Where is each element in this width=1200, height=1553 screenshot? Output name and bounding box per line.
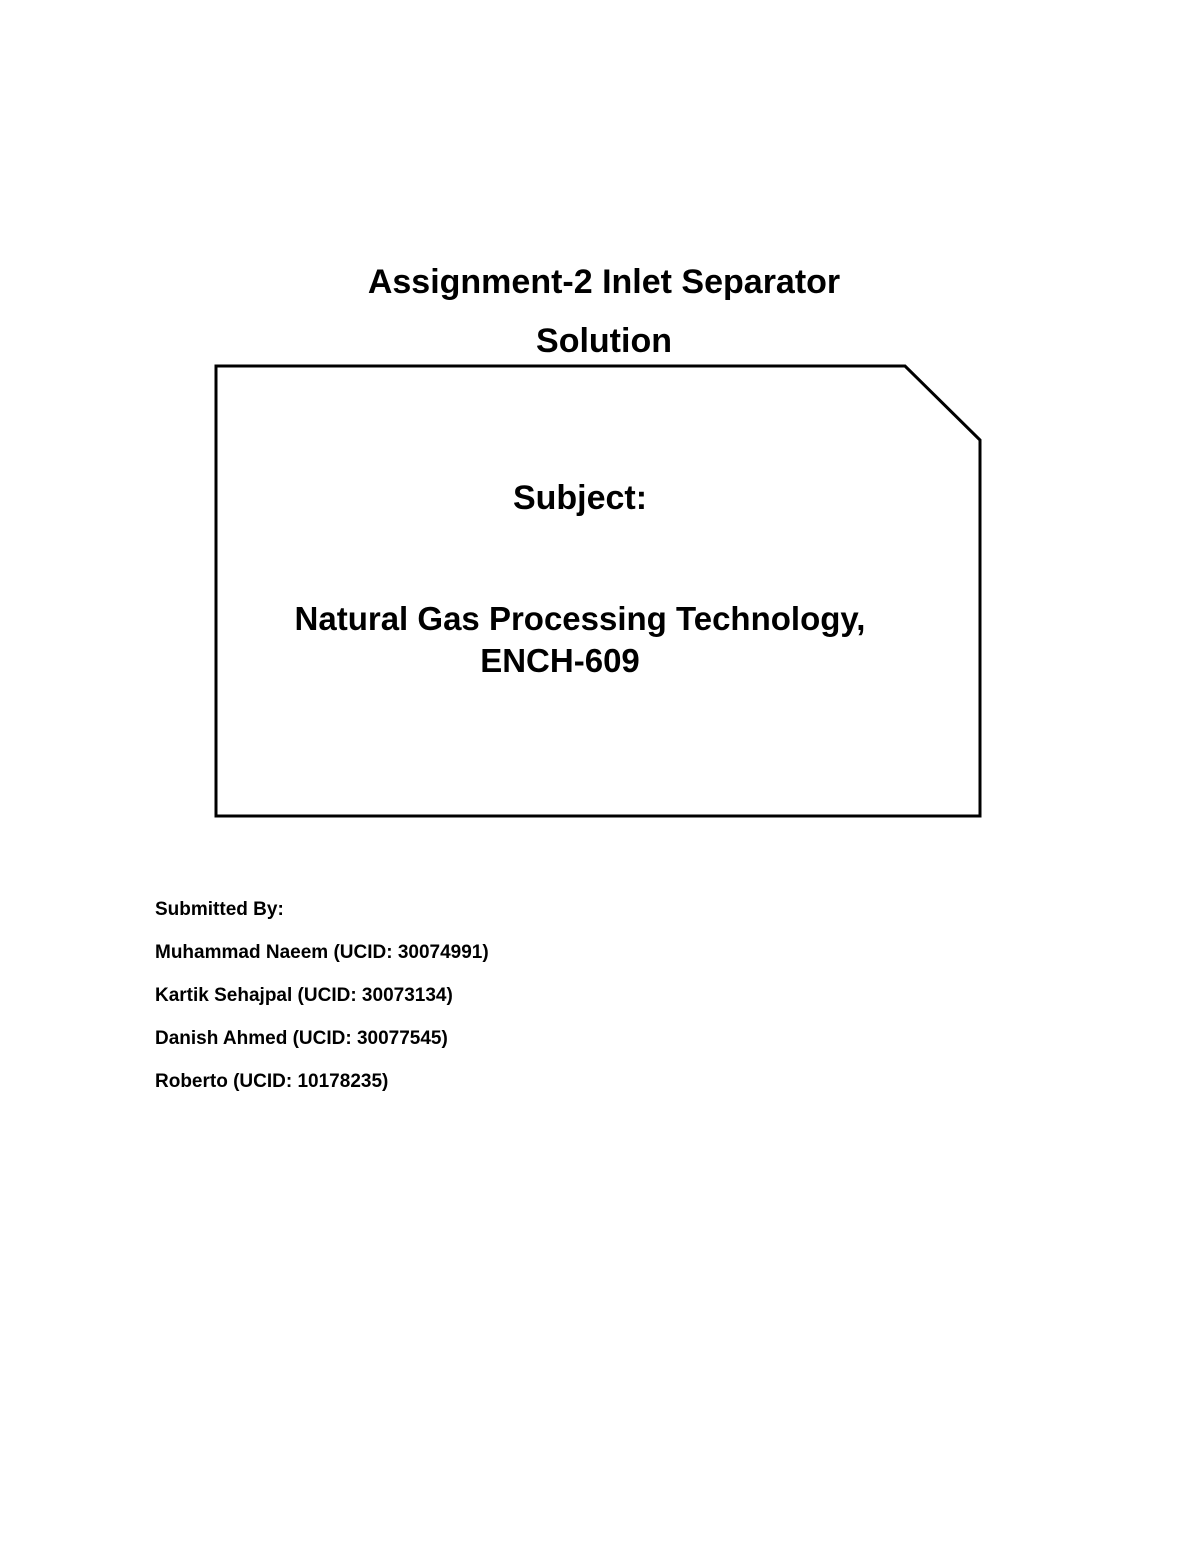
submitters-list (155, 896, 489, 1111)
subject-frame-outline (216, 366, 980, 816)
title-line-2: Solution (536, 322, 672, 360)
title-line-1: Assignment-2 Inlet Separator (367, 263, 841, 301)
member-item: Roberto (UCID: 10178235) (155, 1071, 389, 1092)
subject-name (220, 598, 940, 682)
member-item: Muhammad Naeem (UCID: 30074991) (155, 942, 489, 963)
subject-name-line-2: ENCH-609 (480, 642, 640, 679)
member-item: Kartik Sehajpal (UCID: 30073134) (155, 985, 453, 1006)
submitted-by-label: Submitted By: (155, 899, 284, 920)
subject-name-line-1: Natural Gas Processing Technology, (294, 600, 866, 637)
subject-heading: Subject: (512, 479, 648, 517)
member-item: Danish Ahmed (UCID: 30077545) (155, 1028, 448, 1049)
